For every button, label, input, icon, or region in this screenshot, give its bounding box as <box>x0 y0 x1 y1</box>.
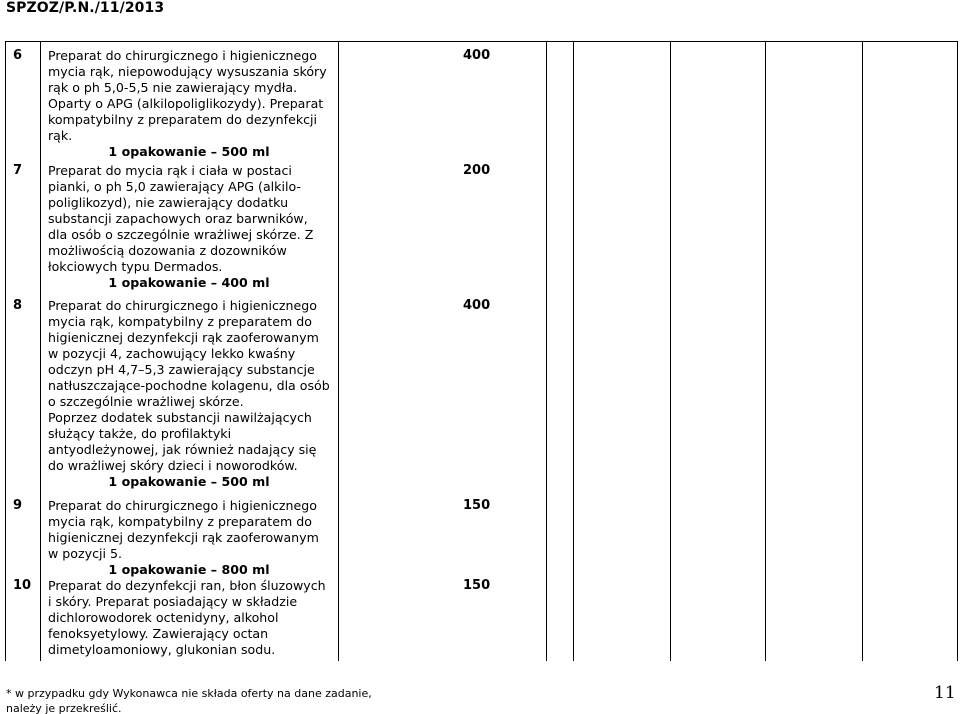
description-line: i skóry. Preparat posiadający w składzie <box>48 594 298 609</box>
package-size: 1 opakowanie – 500 ml <box>108 474 270 489</box>
description-line: substancji zapachowych oraz barwników, <box>48 211 308 226</box>
row-number: 9 <box>13 498 23 513</box>
package-size: 1 opakowanie – 500 ml <box>108 144 270 159</box>
description-line: dla osób o szczególnie wrażliwej skórze. Z <box>48 227 314 242</box>
description-line: Poprzez dodatek substancji nawilżających <box>48 410 312 425</box>
description-line: do wrażliwej skóry dzieci i noworodków. <box>48 458 298 473</box>
description-line: Preparat do mycia rąk i ciała w postaci <box>48 163 292 178</box>
row-quantity: 150 <box>463 498 491 513</box>
description-line: pianki, o ph 5,0 zawierający APG (alkilo- <box>48 179 301 194</box>
description-line: Preparat do dezynfekcji ran, błon śluzowych <box>48 578 326 593</box>
description-line: mycia rąk, niepowodujący wysuszania skóry <box>48 64 327 79</box>
document-code: SPZOZ/P.N./11/2013 <box>6 0 165 16</box>
row-description <box>48 578 330 658</box>
description-line: rąk. <box>48 128 73 143</box>
row-description <box>48 163 330 291</box>
description-line: odczyn pH 4,7–5,3 zawierający substancje <box>48 362 315 377</box>
description-line: poliglikozyd), nie zawierający dodatku <box>48 195 289 210</box>
description-line: Oparty o APG (alkilopoliglikozydy). Preparat <box>48 96 324 111</box>
row-quantity: 400 <box>463 298 491 313</box>
column-divider-d <box>862 42 863 661</box>
row-description <box>48 498 330 578</box>
description-line: w pozycji 4, zachowujący lekko kwaśny <box>48 346 296 361</box>
row-number: 6 <box>13 48 23 63</box>
description-line: higienicznej dezynfekcji rąk zaoferowanym <box>48 330 319 345</box>
row-number: 10 <box>13 578 32 593</box>
package-size: 1 opakowanie – 400 ml <box>108 275 270 290</box>
column-divider-no <box>40 42 41 661</box>
description-line: dimetyloamoniowy, glukonian sodu. <box>48 642 276 657</box>
description-line: higienicznej dezynfekcji rąk zaoferowanym <box>48 530 319 545</box>
description-line: fenoksyetylowy. Zawierający octan <box>48 626 269 641</box>
row-number: 8 <box>13 298 23 313</box>
description-line: Preparat do chirurgicznego i higienicznego <box>48 298 317 313</box>
description-line: mycia rąk, kompatybilny z preparatem do <box>48 514 312 529</box>
column-divider-a <box>573 42 574 661</box>
description-line: Preparat do chirurgicznego i higienicznego <box>48 498 317 513</box>
description-line: rąk o ph 5,0-5,5 nie zawierający mydła. <box>48 80 298 95</box>
description-line: antyodleżynowej, jak również nadający się <box>48 442 317 457</box>
row-quantity: 200 <box>463 163 491 178</box>
column-divider-qty <box>546 42 547 661</box>
description-line: natłuszczające-pochodne kolagenu, dla osób <box>48 378 330 393</box>
description-line: o szczególnie wrażliwej skórze. <box>48 394 244 409</box>
column-divider-b <box>670 42 671 661</box>
column-divider-c <box>765 42 766 661</box>
description-line: możliwością dozowania z dozowników <box>48 243 287 258</box>
row-quantity: 150 <box>463 578 491 593</box>
description-line: kompatybilny z preparatem do dezynfekcji <box>48 112 318 127</box>
row-number: 7 <box>13 163 23 178</box>
row-description <box>48 298 330 490</box>
description-line: w pozycji 5. <box>48 546 123 561</box>
description-line: mycia rąk, kompatybilny z preparatem do <box>48 314 312 329</box>
row-description <box>48 48 330 160</box>
description-line: Preparat do chirurgicznego i higienicznego <box>48 48 317 63</box>
footer-note-line: * w przypadku gdy Wykonawca nie składa oferty na dane zadanie, <box>6 687 372 700</box>
footer-note-line: należy je przekreślić. <box>6 702 122 714</box>
description-line: dichlorowodorek octenidyny, alkohol <box>48 610 279 625</box>
products-table <box>5 41 958 661</box>
description-line: służący także, do profilaktyki <box>48 426 232 441</box>
footer-note <box>6 686 372 714</box>
page-number: 11 <box>934 683 956 703</box>
row-quantity: 400 <box>463 48 491 63</box>
package-size: 1 opakowanie – 800 ml <box>108 562 270 577</box>
column-divider-desc <box>338 42 339 661</box>
description-line: łokciowych typu Dermados. <box>48 259 223 274</box>
